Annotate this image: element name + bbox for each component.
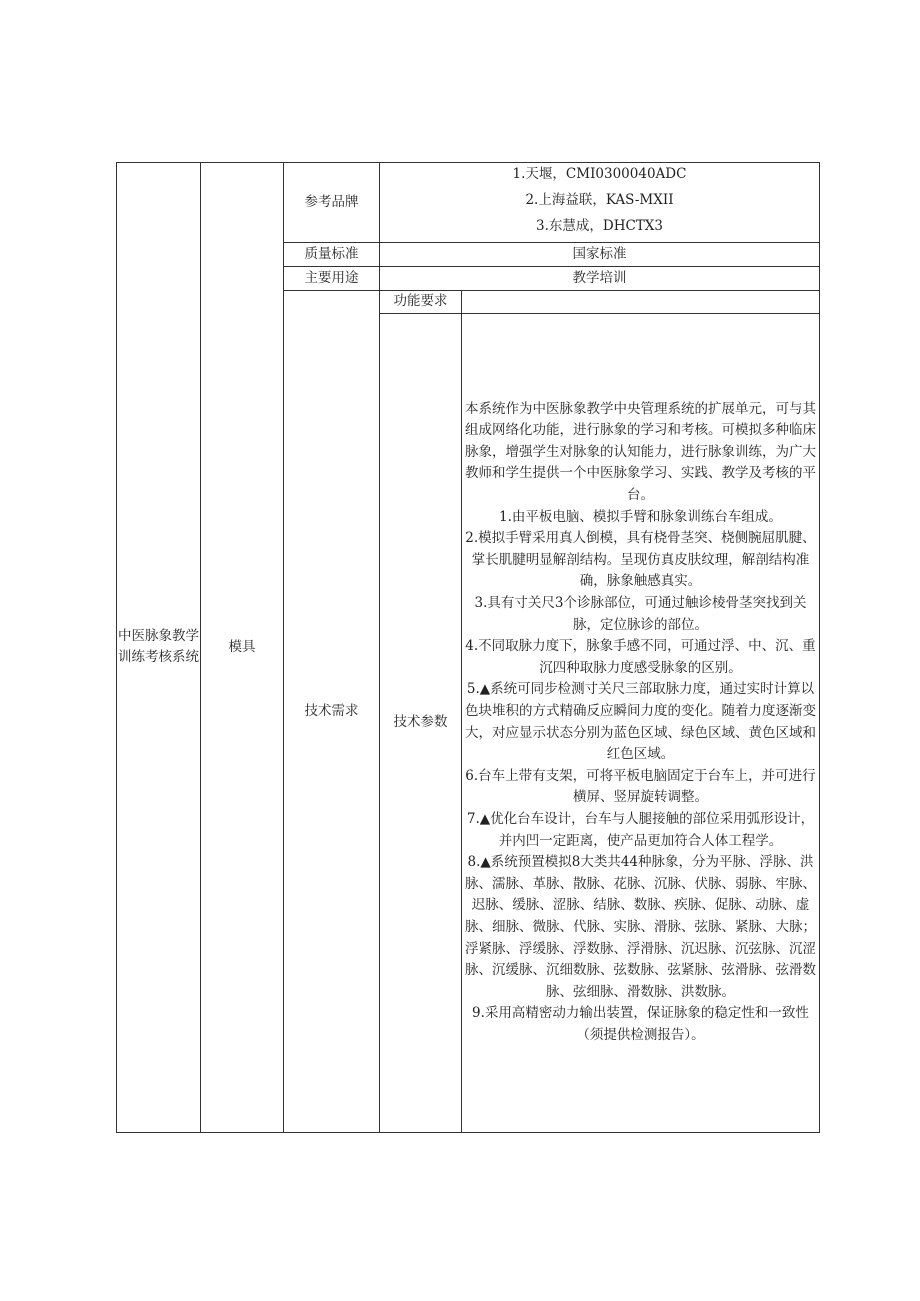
tech-param-paragraph: 8.▲系统预置模拟8大类共44种脉象，分为平脉、浮脉、洪脉、濡脉、革脉、散脉、花脉、沉脉、伏脉、弱脉、牢脉、迟脉、缓脉、涩脉、结脉、数脉、疾脉、促脉、动脉、虚脉、细脉、微脉、代脉、实脉、滑脉、弦脉、紧脉、大脉；浮紧脉、浮缓脉、浮数脉、浮滑脉、沉迟脉、沉弦脉、沉涩脉、沉缓脉、沉细数脉、弦数脉、弦紧脉、弦滑脉、弦滑数脉、弦细脉、滑数脉、洪数脉。 [465,854,816,1000]
tech-param-paragraph: 9.采用高精密动力输出装置，保证脉象的稳定性和一致性（须提供检测报告）。 [472,1005,809,1043]
quality-value: 国家标准 [380,243,820,267]
ref-brand-item: 3.东慧成，DHCTX3 [535,217,663,234]
usage-value: 教学培训 [380,267,820,291]
func-req-label: 功能要求 [380,291,462,314]
tech-param-paragraph: 3.具有寸关尺3个诊脉部位，可通过触诊棱骨茎突找到关脉，定位脉诊的部位。 [474,595,807,633]
func-req-value [462,291,820,314]
tech-param-label: 技术参数 [380,313,462,1132]
ref-brand-list [380,163,820,243]
category-cell: 中医脉象教学训练考核系统 [117,163,201,1133]
ref-brand-item: 2.上海益联，KAS-MXII [525,191,674,208]
tech-param-paragraph: 4.不同取脉力度下，脉象手感不同，可通过浮、中、沉、重沉四种取脉力度感受脉象的区别。 [465,638,816,676]
tech-param-paragraph: 2.模拟手臂采用真人倒模，具有桡骨茎突、桡侧腕屈肌腱、掌长肌腱明显解剖结构。呈现仿真皮肤纹理，解剖结构准确，脉象触感真实。 [465,530,816,590]
tech-param-paragraph: 本系统作为中医脉象教学中央管理系统的扩展单元，可与其组成网络化功能，进行脉象的学习和考核。可模拟多种临床脉象，增强学生对脉象的认知能力，进行脉象训练，为广大教师和学生提供一个中医脉象学习、实践、教学及考核的平台。 [465,400,816,504]
spec-table [116,162,820,1133]
tech-param-paragraph: 6.台车上带有支架，可将平板电脑固定于台车上，并可进行横屏、竖屏旋转调整。 [465,767,816,806]
usage-label: 主要用途 [284,267,380,291]
ref-brand-label: 参考品牌 [284,163,380,243]
tech-param-content [462,313,820,1132]
tech-param-paragraph: 1.由平板电脑、模拟手臂和脉象训练台车组成。 [499,508,782,525]
tech-param-paragraph: 7.▲优化台车设计，台车与人腿接触的部位采用弧形设计，并内凹一定距离，使产品更加符合人体工程学。 [466,810,815,849]
tech-param-paragraph: 5.▲系统可同步检测寸关尺三部取脉力度，通过实时计算以色块堆积的方式精确反应瞬间力度的变化。随着力度逐渐变大，对应显示状态分别为蓝色区域、绿色区域、黄色区域和红色区域。 [465,681,816,763]
ref-brand-item: 1.天堰，CMI0300040ADC [512,165,687,182]
subcategory-cell: 模具 [201,163,284,1133]
tech-req-label: 技术需求 [284,291,380,1133]
quality-label: 质量标准 [284,243,380,267]
